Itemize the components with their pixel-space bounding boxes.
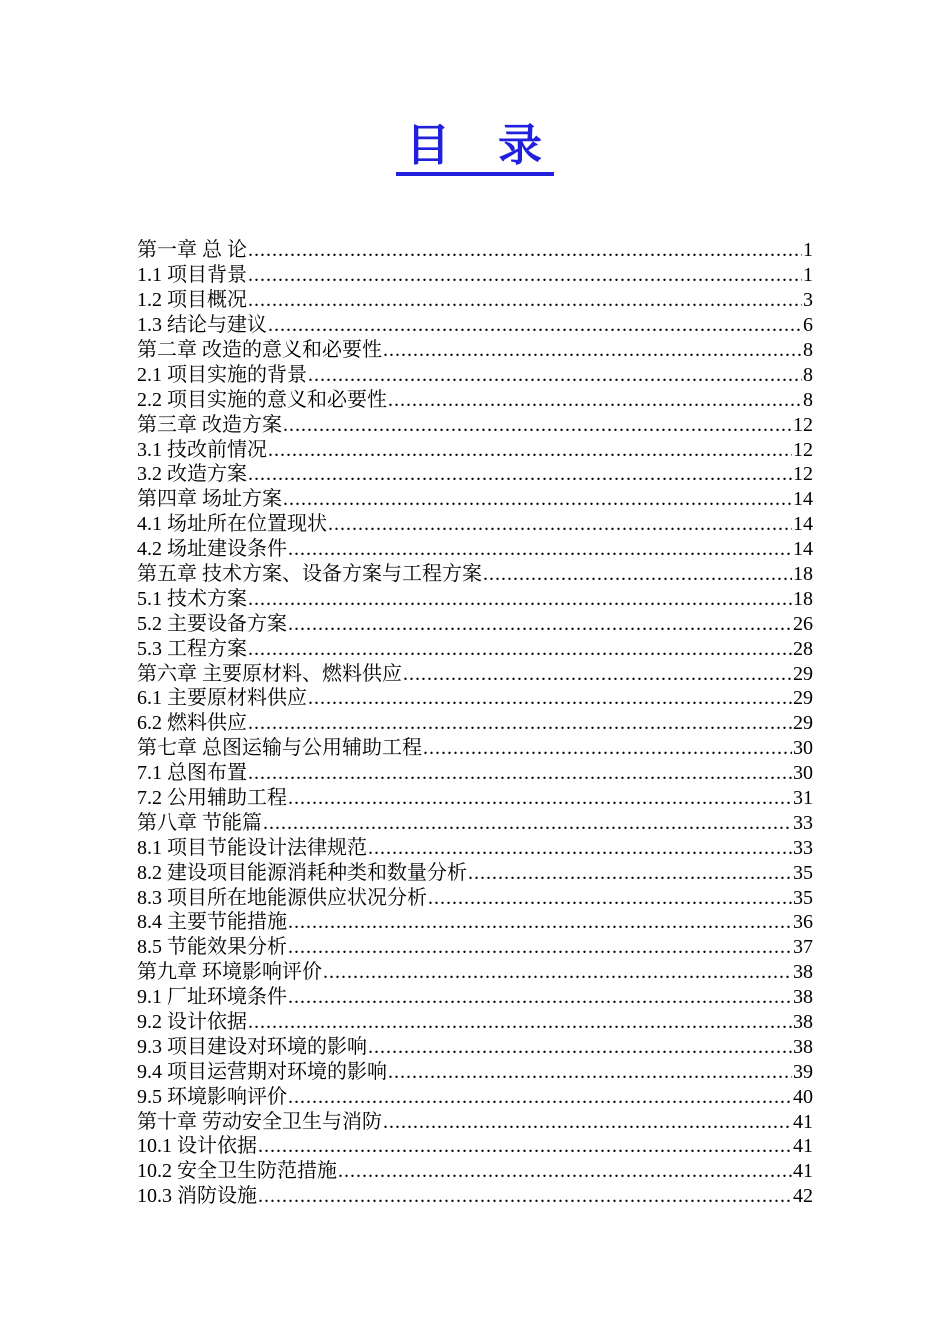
toc-entry-label: 7.1 总图布置 — [137, 762, 247, 785]
toc-leader-dots — [258, 1134, 792, 1159]
toc-leader-dots — [258, 1184, 792, 1209]
toc-row — [137, 711, 813, 736]
toc-leader-dots — [468, 861, 792, 886]
toc-row — [137, 861, 813, 886]
toc-entry-page: 28 — [793, 637, 813, 660]
toc-row — [137, 786, 813, 811]
toc-leader-dots — [288, 910, 792, 935]
toc-entry-page: 33 — [793, 811, 813, 834]
toc-entry-label: 第六章 主要原材料、燃料供应 — [137, 662, 402, 685]
toc-entry-label: 3.1 技改前情况 — [137, 438, 267, 461]
toc-row — [137, 413, 813, 438]
toc-entry-label: 5.1 技术方案 — [137, 587, 247, 610]
toc-entry-label: 9.3 项目建设对环境的影响 — [137, 1035, 367, 1058]
toc-leader-dots — [288, 1085, 792, 1110]
toc-leader-dots — [288, 786, 792, 811]
toc-entry-page: 37 — [793, 936, 813, 959]
toc-row — [137, 612, 813, 637]
toc-entry-page: 14 — [793, 488, 813, 511]
toc-entry-page: 30 — [793, 762, 813, 785]
toc-entry-label: 第五章 技术方案、设备方案与工程方案 — [137, 562, 482, 585]
toc-entry-label: 9.4 项目运营期对环境的影响 — [137, 1060, 387, 1083]
toc-entry-page: 1 — [803, 239, 813, 262]
toc-leader-dots — [308, 363, 802, 388]
toc-leader-dots — [248, 1010, 792, 1035]
toc-entry-page: 36 — [793, 911, 813, 934]
toc-entry-label: 10.1 设计依据 — [137, 1135, 257, 1158]
toc-entry-page: 35 — [793, 886, 813, 909]
toc-entry-page: 29 — [793, 687, 813, 710]
toc-entry-page: 26 — [793, 612, 813, 635]
toc-entry-label: 8.5 节能效果分析 — [137, 936, 287, 959]
toc-row — [137, 935, 813, 960]
toc-entry-page: 29 — [793, 712, 813, 735]
toc-entry-label: 9.1 厂址环境条件 — [137, 986, 287, 1009]
toc-leader-dots — [268, 313, 802, 338]
toc-entry-page: 41 — [793, 1110, 813, 1133]
toc-leader-dots — [368, 836, 792, 861]
toc-leader-dots — [323, 960, 792, 985]
toc-entry-label: 6.1 主要原材料供应 — [137, 687, 307, 710]
toc-entry-label: 第八章 节能篇 — [137, 811, 262, 834]
toc-entry-page: 14 — [793, 513, 813, 536]
toc-entry-label: 4.2 场址建设条件 — [137, 538, 287, 561]
toc-entry-page: 29 — [793, 662, 813, 685]
toc-leader-dots — [268, 438, 792, 463]
toc-leader-dots — [248, 587, 792, 612]
toc-row — [137, 761, 813, 786]
toc-row — [137, 487, 813, 512]
toc-entry-page: 6 — [803, 314, 813, 337]
toc-leader-dots — [283, 487, 792, 512]
toc-entry-label: 5.2 主要设备方案 — [137, 612, 287, 635]
toc-leader-dots — [338, 1159, 792, 1184]
toc-entry-page: 8 — [803, 363, 813, 386]
toc-entry-page: 12 — [793, 438, 813, 461]
toc-leader-dots — [388, 388, 802, 413]
title-container — [0, 0, 950, 176]
toc-list — [137, 238, 813, 1209]
toc-entry-page: 12 — [793, 413, 813, 436]
toc-entry-label: 8.2 建设项目能源消耗种类和数量分析 — [137, 861, 467, 884]
toc-row — [137, 562, 813, 587]
toc-row — [137, 587, 813, 612]
toc-entry-page: 38 — [793, 1011, 813, 1033]
toc-entry-label: 第二章 改造的意义和必要性 — [137, 338, 382, 361]
toc-entry-page: 3 — [803, 289, 813, 312]
toc-entry-label: 7.2 公用辅助工程 — [137, 786, 287, 809]
toc-entry-page: 39 — [793, 1060, 813, 1083]
toc-leader-dots — [263, 811, 792, 836]
toc-row — [137, 836, 813, 861]
toc-entry-page: 18 — [793, 587, 813, 610]
toc-entry-label: 8.1 项目节能设计法律规范 — [137, 836, 367, 859]
toc-entry-label: 4.1 场址所在位置现状 — [137, 513, 327, 536]
toc-entry-page: 41 — [793, 1135, 813, 1158]
toc-leader-dots — [248, 761, 792, 786]
toc-row — [137, 1110, 813, 1135]
toc-leader-dots — [483, 562, 792, 587]
toc-entry-label: 1.3 结论与建议 — [137, 314, 267, 337]
toc-leader-dots — [248, 711, 792, 736]
toc-entry-label: 10.2 安全卫生防范措施 — [137, 1160, 337, 1183]
toc-entry-label: 第四章 场址方案 — [137, 488, 282, 511]
toc-entry-page: 12 — [793, 463, 813, 486]
toc-entry-page: 40 — [793, 1085, 813, 1108]
toc-row — [137, 960, 813, 985]
toc-entry-label: 9.5 环境影响评价 — [137, 1085, 287, 1108]
toc-entry-page: 18 — [793, 562, 813, 585]
toc-leader-dots — [283, 413, 792, 438]
toc-entry-page: 14 — [793, 538, 813, 561]
toc-leader-dots — [248, 288, 802, 313]
toc-row — [137, 388, 813, 413]
toc-leader-dots — [248, 263, 802, 288]
document-title: 目 录 — [396, 122, 554, 176]
toc-row — [137, 1010, 813, 1035]
toc-row — [137, 886, 813, 911]
toc-entry-label: 5.3 工程方案 — [137, 637, 247, 660]
toc-row — [137, 512, 813, 537]
toc-entry-page: 38 — [793, 986, 813, 1009]
toc-leader-dots — [248, 238, 802, 263]
toc-row — [137, 662, 813, 687]
toc-entry-label: 10.3 消防设施 — [137, 1185, 257, 1208]
toc-leader-dots — [288, 935, 792, 960]
toc-entry-page: 41 — [793, 1160, 813, 1183]
toc-entry-page: 1 — [803, 264, 813, 287]
toc-leader-dots — [388, 1060, 792, 1085]
toc-entry-page: 38 — [793, 1035, 813, 1058]
toc-entry-page: 8 — [803, 338, 813, 361]
toc-row — [137, 363, 813, 388]
toc-entry-label: 第十章 劳动安全卫生与消防 — [137, 1110, 382, 1133]
toc-entry-label: 6.2 燃料供应 — [137, 712, 247, 735]
toc-leader-dots — [428, 886, 792, 911]
toc-entry-label: 第三章 改造方案 — [137, 413, 282, 436]
toc-leader-dots — [248, 462, 792, 487]
toc-row — [137, 438, 813, 463]
toc-entry-label: 3.2 改造方案 — [137, 463, 247, 486]
toc-entry-page: 42 — [793, 1185, 813, 1208]
toc-row — [137, 686, 813, 711]
toc-row — [137, 288, 813, 313]
toc-row — [137, 1060, 813, 1085]
toc-row — [137, 313, 813, 338]
toc-row — [137, 338, 813, 363]
toc-entry-label: 9.2 设计依据 — [137, 1011, 247, 1033]
toc-row — [137, 537, 813, 562]
toc-entry-label: 第七章 总图运输与公用辅助工程 — [137, 737, 422, 760]
toc-row — [137, 1035, 813, 1060]
toc-entry-label: 8.4 主要节能措施 — [137, 911, 287, 934]
toc-entry-label: 1.2 项目概况 — [137, 289, 247, 312]
toc-row — [137, 263, 813, 288]
toc-leader-dots — [308, 686, 792, 711]
toc-leader-dots — [328, 512, 792, 537]
toc-entry-label: 第九章 环境影响评价 — [137, 961, 322, 984]
toc-entry-page: 31 — [793, 786, 813, 809]
toc-row — [137, 811, 813, 836]
toc-row — [137, 637, 813, 662]
toc-row — [137, 910, 813, 935]
toc-row — [137, 985, 813, 1010]
toc-row — [137, 462, 813, 487]
toc-leader-dots — [383, 338, 802, 363]
toc-leader-dots — [368, 1035, 792, 1060]
toc-row — [137, 1184, 813, 1209]
toc-leader-dots — [288, 612, 792, 637]
toc-row — [137, 1085, 813, 1110]
toc-leader-dots — [423, 736, 792, 761]
toc-entry-label: 2.1 项目实施的背景 — [137, 363, 307, 386]
toc-entry-label: 2.2 项目实施的意义和必要性 — [137, 388, 387, 411]
toc-row — [137, 1159, 813, 1184]
toc-entry-page: 33 — [793, 836, 813, 859]
toc-entry-page: 35 — [793, 861, 813, 884]
toc-entry-label: 8.3 项目所在地能源供应状况分析 — [137, 886, 427, 909]
toc-leader-dots — [288, 537, 792, 562]
toc-row — [137, 1134, 813, 1159]
toc-entry-label: 1.1 项目背景 — [137, 264, 247, 287]
toc-leader-dots — [403, 662, 792, 687]
toc-leader-dots — [383, 1110, 792, 1135]
toc-leader-dots — [288, 985, 792, 1010]
toc-entry-label: 第一章 总 论 — [137, 239, 247, 262]
toc-row — [137, 238, 813, 263]
toc-row — [137, 736, 813, 761]
toc-entry-page: 30 — [793, 737, 813, 760]
toc-entry-page: 8 — [803, 388, 813, 411]
toc-entry-page: 38 — [793, 961, 813, 984]
toc-leader-dots — [248, 637, 792, 662]
